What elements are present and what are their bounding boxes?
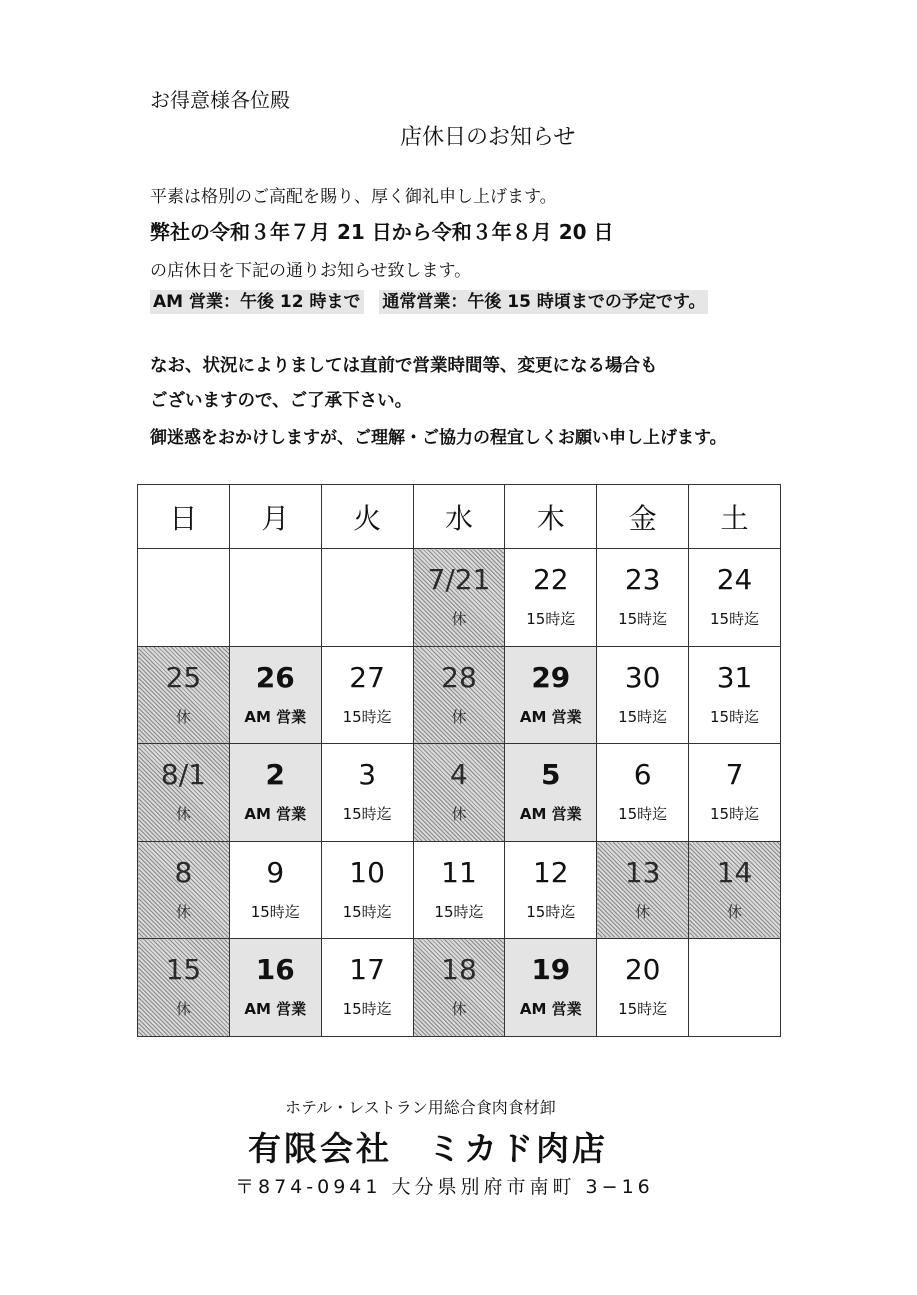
calendar-day-cell <box>229 744 321 842</box>
calendar-day-cell <box>689 744 781 842</box>
calendar-day-cell <box>138 646 230 744</box>
calendar-day-number: 27 <box>349 660 385 694</box>
calendar-day-number: 25 <box>165 660 202 694</box>
calendar-day-cell <box>321 549 413 647</box>
calendar-week-row <box>138 549 781 647</box>
calendar-week-row <box>138 939 781 1037</box>
calendar-day-cell <box>138 744 230 842</box>
calendar-day-cell <box>505 646 597 744</box>
calendar-day-note: AM 営業 <box>519 1000 582 1019</box>
calendar-day-number: 7 <box>725 758 744 792</box>
calendar-day-cell <box>321 646 413 744</box>
calendar-day-note: 15時迄 <box>526 610 576 628</box>
calendar-day-note: AM 営業 <box>244 1000 307 1019</box>
calendar-day-note: 休 <box>175 707 191 726</box>
calendar-day-number: 3 <box>358 758 377 792</box>
calendar-day-number: 8 <box>174 855 193 889</box>
calendar-day-note: 休 <box>727 902 743 921</box>
calendar-day-number: 31 <box>716 660 753 694</box>
calendar-day-note: 15時迄 <box>250 902 300 921</box>
calendar-day-note: 15時迄 <box>342 805 392 824</box>
calendar-day-cell <box>138 939 230 1037</box>
calendar-day-number: 26 <box>255 660 295 694</box>
calendar-day-note: AM 営業 <box>244 707 307 726</box>
calendar-day-cell <box>413 939 505 1037</box>
weekday-header-row <box>138 485 781 549</box>
calendar-day-number: 18 <box>441 953 477 987</box>
calendar-day-number: 20 <box>624 953 661 987</box>
apology-line: 御迷惑をおかけしますが、ご理解・ご協力の程宜しくお願い申し上げます。 <box>150 428 727 448</box>
calendar-day-cell <box>597 549 689 647</box>
weekday-header: 月 <box>229 485 321 549</box>
calendar-day-note: 休 <box>451 805 467 824</box>
calendar-day-number: 28 <box>441 660 477 694</box>
hours-line <box>150 287 708 312</box>
calendar-day-cell <box>138 841 230 939</box>
calendar-day-cell <box>229 939 321 1037</box>
calendar-day-number: 17 <box>349 953 385 987</box>
weekday-header: 金 <box>597 485 689 549</box>
calendar-body <box>138 549 781 1037</box>
calendar-day-cell <box>229 841 321 939</box>
calendar-day-number: 15 <box>165 953 202 987</box>
calendar-day-note: 15時迄 <box>618 1000 668 1019</box>
weekday-header: 火 <box>321 485 413 549</box>
calendar-day-cell <box>321 744 413 842</box>
calendar-day-cell <box>321 841 413 939</box>
calendar-day-number: 22 <box>532 563 569 596</box>
calendar-day-number: 23 <box>624 563 661 596</box>
calendar-week-row <box>138 841 781 939</box>
calendar-day-number: 7/21 <box>427 563 491 596</box>
calendar-day-note: 15時迄 <box>342 902 392 921</box>
calendar-day-note: AM 営業 <box>519 805 582 824</box>
calendar-day-number: 11 <box>441 855 477 889</box>
weekday-header: 土 <box>689 485 781 549</box>
calendar-day-number: 13 <box>624 855 661 889</box>
salutation: お得意様各位殿 <box>150 88 290 112</box>
calendar-day-note: 15時迄 <box>526 902 576 921</box>
calendar-day-note: 15時迄 <box>709 805 760 824</box>
calendar-day-note: 15時迄 <box>618 610 668 628</box>
calendar-day-note: 休 <box>635 902 651 921</box>
calendar-day-cell <box>229 549 321 647</box>
calendar-day-cell <box>505 744 597 842</box>
calendar-day-cell <box>689 646 781 744</box>
calendar-day-number: 24 <box>716 563 753 596</box>
calendar-day-cell <box>597 939 689 1037</box>
calendar-day-cell <box>413 646 505 744</box>
calendar-day-note: AM 営業 <box>519 707 582 726</box>
calendar-day-note: 15時迄 <box>709 610 760 628</box>
calendar-day-cell <box>505 939 597 1037</box>
calendar-day-note: 休 <box>451 610 467 628</box>
calendar-week-row <box>138 744 781 842</box>
calendar-day-cell <box>321 939 413 1037</box>
calendar-day-cell <box>597 646 689 744</box>
calendar-day-cell <box>689 841 781 939</box>
change-notice-line: なお、状況によりましては直前で営業時間等、変更になる場合も <box>150 356 658 376</box>
greeting-line: 平素は格別のご高配を賜り、厚く御礼申し上げます。 <box>150 187 557 207</box>
calendar-day-number: 10 <box>349 855 385 889</box>
calendar-day-number: 9 <box>266 855 285 889</box>
company-description: ホテル・レストラン用総合食肉食材卸 <box>285 1098 556 1117</box>
calendar-day-cell <box>138 549 230 647</box>
calendar-day-note: 休 <box>175 902 191 921</box>
page-title: 店休日のお知らせ <box>400 125 576 150</box>
calendar-day-number: 12 <box>532 855 569 889</box>
holiday-calendar <box>137 484 781 1037</box>
calendar-day-note: 休 <box>175 805 191 824</box>
calendar-day-number: 16 <box>255 953 295 987</box>
normal-hours-note: 通常営業：午後 15 時頃までの予定です。 <box>379 290 708 314</box>
calendar-day-note: 15時迄 <box>434 902 484 921</box>
calendar-day-note: 休 <box>175 1000 191 1019</box>
company-address: 〒874-0941 大分県別府市南町 3−16 <box>235 1176 654 1198</box>
company-name: 有限会社 ミカド肉店 <box>248 1129 608 1168</box>
calendar-day-number: 14 <box>716 855 753 889</box>
calendar-day-cell <box>597 744 689 842</box>
calendar-day-number: 4 <box>450 758 468 792</box>
calendar-day-cell <box>505 841 597 939</box>
calendar-day-cell <box>505 549 597 647</box>
calendar-day-cell <box>689 939 781 1037</box>
calendar-day-note: 15時迄 <box>618 805 668 824</box>
calendar-day-note: AM 営業 <box>244 805 307 824</box>
calendar-day-number: 2 <box>265 758 285 792</box>
am-hours-note: AM 営業：午後 12 時まで <box>150 290 364 314</box>
calendar-day-cell <box>689 549 781 647</box>
calendar-day-note: 休 <box>451 707 467 726</box>
notice-line: の店休日を下記の通りお知らせ致します。 <box>150 261 472 281</box>
calendar-day-number: 5 <box>541 758 561 792</box>
calendar-day-cell <box>413 744 505 842</box>
calendar-day-note: 休 <box>451 1000 467 1019</box>
calendar-day-cell <box>597 841 689 939</box>
calendar-day-note: 15時迄 <box>618 707 668 726</box>
calendar-day-number: 29 <box>531 660 571 694</box>
weekday-header: 日 <box>138 485 230 549</box>
period-line: 弊社の令和３年７月 21 日から令和３年８月 20 日 <box>150 220 614 244</box>
calendar-day-number: 30 <box>624 660 661 694</box>
weekday-header: 木 <box>505 485 597 549</box>
calendar-day-note: 15時迄 <box>709 707 760 726</box>
calendar-day-number: 19 <box>531 953 571 987</box>
calendar-day-number: 6 <box>633 758 652 792</box>
calendar-day-number: 8/1 <box>160 758 206 792</box>
calendar-day-cell <box>413 549 505 647</box>
calendar-day-note: 15時迄 <box>342 707 392 726</box>
calendar-day-note: 15時迄 <box>342 1000 392 1019</box>
calendar-day-cell <box>413 841 505 939</box>
calendar-day-cell <box>229 646 321 744</box>
calendar-week-row <box>138 646 781 744</box>
understanding-line: ございますので、ご了承下さい。 <box>150 391 413 411</box>
weekday-header: 水 <box>413 485 505 549</box>
